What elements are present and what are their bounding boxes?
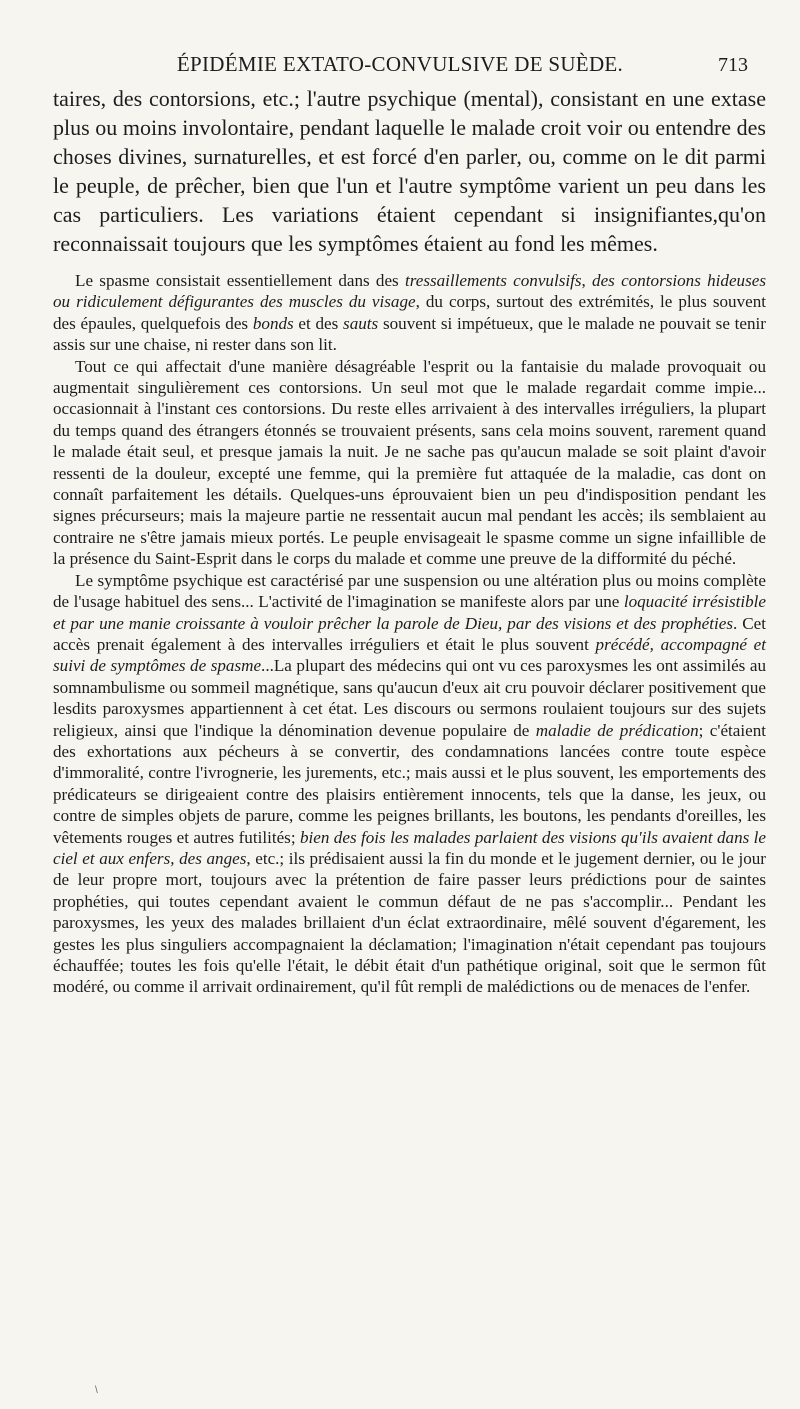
text-run: ...La plupart des médecins qui ont vu ces paroxysmes les ont assimilés au somnambulisme ou sommeil magnétique, sans qu'aucun d'eux ait cru pouvoir déclarer positivement que lesdits paroxysmes appartiennent à cet état. Les discours ou sermons roulaient toujours sur des sujets religieux, ainsi que l'indique la dénomination devenue populaire de xyxy=(53,656,766,740)
text-run: Le spasme consistait essentiellement dans des xyxy=(75,271,405,290)
italic-run: bonds xyxy=(252,313,294,333)
text-run: et des xyxy=(293,313,344,333)
paragraph-triggers: Tout ce qui affectait d'une manière désagréable l'esprit ou la fantaisie du malade provoquait ou augmentait singulièrement ces contorsions. Un seul mot que le malade regardait comme impie... occasionnait à l'instant ces contorsions. Du reste elles arrivaient à des intervalles irréguliers, la plupart du temps quand des étrangers étonnés se trouvaient présents, sans cela moins souvent, rarement quand le malade était seul, et presque jamais la nuit. Je ne sache pas qu'aucun malade se soit plaint d'avoir ressenti de la douleur, excepté une femme, qui la première fut attaquée de la maladie, cas dont on connaît parfaitement les détails. Quelques-uns éprouvaient bien un peu d'indisposition pendant les signes précurseurs; mais la majeure partie ne ressentait aucun mal pendant les accès; ils semblaient au contraire ne s'être jamais mieux portés. Le peuple envisageait le spasme comme un signe infaillible de la présence du Saint-Esprit dans le corps du malade et comme une preuve de la difformité du péché. xyxy=(53,356,766,569)
text-run: Le symptôme psychique est caractérisé par une suspension ou une altération plus ou moins complète de l'usage habituel des sens... L'activité de l'imagination se manifeste alors par une xyxy=(53,570,766,612)
text-run: , du corps, surtout des extrémités, le plus souvent des épaules, quelquefois des xyxy=(53,292,766,333)
text-run: . Cet accès prenait également à des intervalles irréguliers et était le plus souvent xyxy=(53,613,766,654)
paragraph-psychic xyxy=(53,570,766,998)
italic-run: bien des fois les malades parlaient des visions qu'ils avaient dans le ciel et aux enfers, des anges xyxy=(53,827,766,868)
running-title: ÉPIDÉMIE EXTATO-CONVULSIVE DE SUÈDE. xyxy=(176,52,624,76)
paragraph-spasm xyxy=(53,270,766,356)
text-run: ; c'étaient des exhortations aux pécheurs à se convertir, des condamnations lancées contre toute espèce d'immoralité, contre l'ivrognerie, les jurements, etc.; mais aussi et le plus souvent, les emportements des prédicateurs se dirigeaient contre des plaisirs entièrement innocents, tels que la danse, les jeux, ou contre de simples objets de parure, comme les peignes brillants, les boutons, les pendants d'oreilles, les vêtements rouges et autres futilités; xyxy=(53,720,767,847)
lead-paragraph: taires, des contorsions, etc.; l'autre psychique (mental), consistant en une extase plus ou moins involontaire, pendant laquelle le malade croit voir ou entendre des choses divines, surnaturelles, et est forcé d'en parler, ou, comme on le dit parmi le peuple, de prêcher, bien que l'un et l'autre symptôme varient un peu dans les cas particuliers. Les variations étaient cependant si insignifiantes,qu'on reconnaissait toujours que les symptômes étaient au fond les mêmes. xyxy=(53,86,766,256)
text-run: , xyxy=(581,271,593,290)
page-header xyxy=(0,50,800,82)
text-run: , etc.; ils prédisaient aussi la fin du monde et le jugement dernier, ou le jour de leur propre mort, toujours avec la prétention de faire passer leurs prédictions pour de saintes prophéties, qui toutes cependant avaient le commun défaut de ne pas s'accomplir... Pendant les paroxysmes, les yeux des malades brillaient d'un éclat extraordinaire, mêlé souvent d'égarement, les gestes les plus singuliers accompagnaient la déclamation; l'imagination n'était cependant pas toujours échauffée; toutes les fois qu'elle l'était, le débit était d'un pathétique original, soit que le sermon fût modéré, ou comme il arrivait ordinairement, qu'il fût rempli de malédictions ou de menaces de l'enfer. xyxy=(53,848,766,997)
italic-run: précédé, accompagné et suivi de symptômes de spasme xyxy=(53,634,766,676)
italic-run: maladie de prédication xyxy=(535,720,699,740)
italic-run: des contorsions hideuses ou ridiculement défigurantes des muscles du visage xyxy=(53,271,766,312)
italic-run: tressaillements convulsifs xyxy=(404,271,582,290)
text-run: souvent si impétueux, que le malade ne pouvait se tenir assis sur une chaise, ni rester dans son lit. xyxy=(53,313,766,355)
page-body xyxy=(53,84,766,998)
page-number: 713 xyxy=(718,54,748,76)
stray-mark: \ xyxy=(95,1385,98,1396)
italic-run: loquacité irrésistible et par une manie croissante à vouloir prêcher la parole de Dieu, par des visions et des prophéties xyxy=(53,592,766,633)
italic-run: sauts xyxy=(343,313,379,333)
